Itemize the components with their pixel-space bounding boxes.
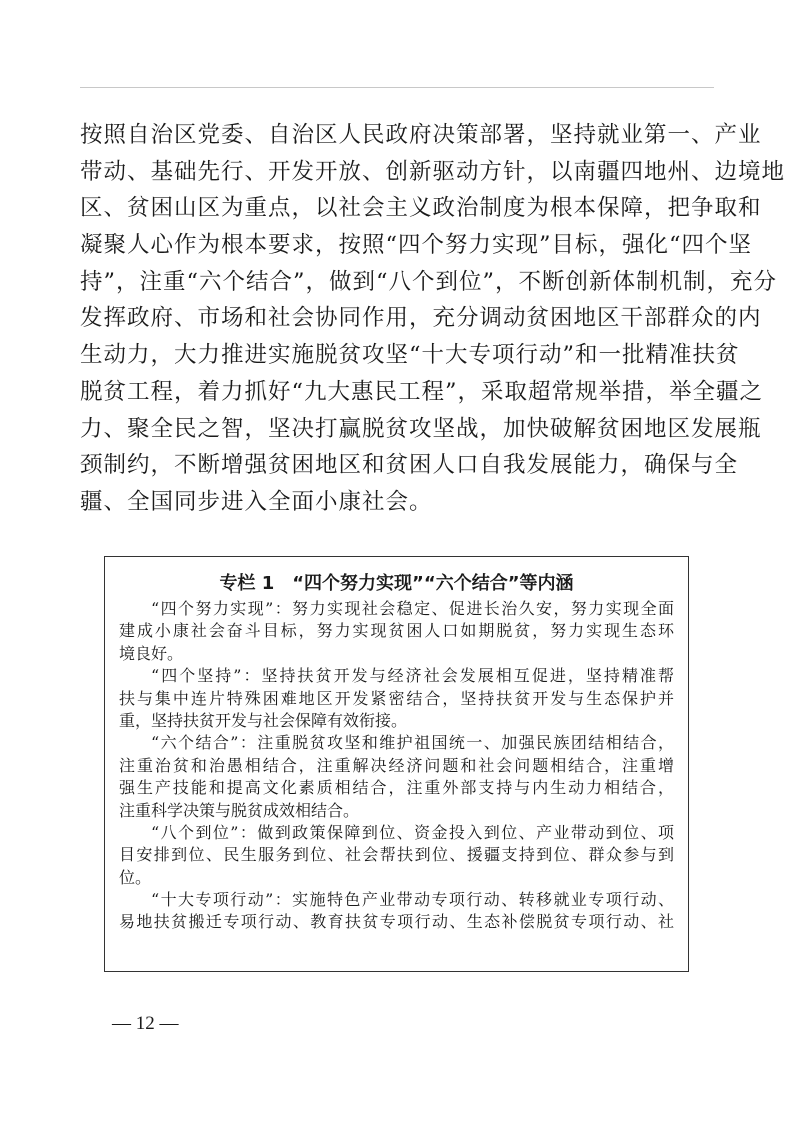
header-rule (80, 87, 714, 88)
paragraph-line: 颈制约，不断增强贫困地区和贫困人口自我发展能力，确保与全 (80, 452, 739, 479)
box-body (119, 598, 674, 934)
box-line: 境良好。 (119, 643, 184, 663)
main-paragraph (80, 117, 786, 521)
box-line: 注重治贫和治愚相结合，注重解决经济问题和社会问题相结合，注重增 (119, 755, 674, 775)
box-title: 专栏 1 “四个努力实现”“六个结合”等内涵 (219, 573, 574, 594)
box-line: 位。 (119, 867, 152, 887)
paragraph-line: 按照自治区党委、自治区人民政府决策部署，坚持就业第一、产业 (80, 122, 762, 148)
box-line: “四个坚持”：坚持扶贫开发与经济社会发展相互促进，坚持精准帮 (151, 666, 674, 686)
box-line: “八个到位”：做到政策保障到位、资金投入到位、产业带动到位、项 (151, 822, 674, 842)
box-line: 强生产技能和提高文化素质相结合，注重外部支持与内生动力相结合， (119, 778, 674, 798)
paragraph-line: 持”，注重“六个结合”，做到“八个到位”，不断创新体制机制，充分 (80, 268, 778, 295)
box-line: “四个努力实现”：努力实现社会稳定、促进长治久安，努力实现全面 (151, 599, 674, 618)
paragraph-line: 力、聚全民之智，坚决打赢脱贫攻坚战，加快破解贫困地区发展瓶 (80, 415, 762, 442)
page-number: — 12 — (112, 1013, 179, 1034)
paragraph-line: 发挥政府、市场和社会协同作用，充分调动贫困地区干部群众的内 (80, 305, 762, 332)
box-line: 目安排到位、民生服务到位、社会帮扶到位、援疆支持到位、群众参与到 (119, 845, 674, 865)
box-line: 注重科学决策与脱贫成效相结合。 (119, 800, 360, 820)
paragraph-line: 带动、基础先行、开发开放、创新驱动方针，以南疆四地州、边境地 (80, 158, 786, 185)
paragraph-line: 区、贫困山区为重点，以社会主义政治制度为根本保障，把争取和 (80, 195, 762, 222)
box-line: 建成小康社会奋斗目标，努力实现贫困人口如期脱贫，努力实现生态环 (119, 621, 674, 641)
box-line: “六个结合”：注重脱贫攻坚和维护祖国统一、加强民族团结相结合， (151, 733, 674, 753)
paragraph-line: 生动力，大力推进实施脱贫攻坚“十大专项行动”和一批精准扶贫 (80, 342, 740, 369)
paragraph-line: 凝聚人心作为根本要求，按照“四个努力实现”目标，强化“四个坚 (80, 232, 753, 259)
box-line: 重，坚持扶贫开发与社会保障有效衔接。 (119, 710, 408, 730)
sidebar-box (104, 556, 689, 972)
box-line: 易地扶贫搬迁专项行动、教育扶贫专项行动、生态补偿脱贫专项行动、社 (119, 912, 674, 932)
paragraph-line: 脱贫工程，着力抓好“九大惠民工程”，采取超常规举措，举全疆之 (80, 378, 764, 405)
paragraph-line: 疆、全国同步进入全面小康社会。 (80, 488, 433, 515)
box-line: 扶与集中连片特殊困难地区开发紧密结合，坚持扶贫开发与生态保护并 (119, 688, 674, 708)
box-line: “十大专项行动”：实施特色产业带动专项行动、转移就业专项行动、 (151, 890, 674, 910)
